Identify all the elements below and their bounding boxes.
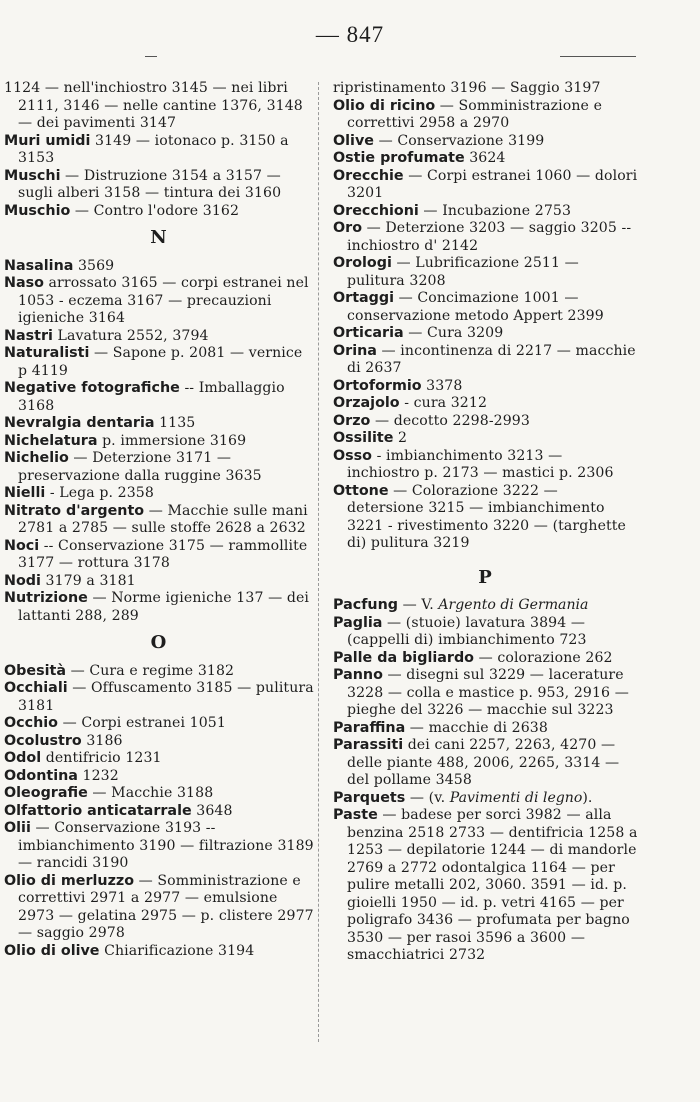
index-term: Ocolustro [4,732,82,749]
index-entry [333,483,638,553]
index-references: arrossato 3165 — corpi estranei nel 1053 - eczema 3167 — precauzioni igieniche 3164 [18,275,309,326]
index-references: 3186 [81,732,123,749]
index-term: Orzajolo [333,395,400,411]
section-heading-p: P [478,566,493,588]
index-cross-reference: Argento di Germania [438,597,589,613]
index-references: -- Imballaggio 3168 [18,380,285,414]
index-references: — Somministrazione e correttivi 2971 a 2977 — emulsione 2973 — gelatina 2975 — p. clistere 2977 — saggio 2978 [18,872,314,941]
index-term: Orecchie [333,167,404,184]
index-entry [4,450,314,485]
index-references: 3179 a 3181 [40,572,136,589]
index-entry [333,203,638,221]
index-entry [333,737,638,790]
index-entry [333,168,638,203]
index-references: -- Conservazione 3175 — rammollite 3177 — rottura 3178 [18,537,308,571]
index-references: Chiarificazione 3194 [99,942,255,959]
index-references: 3378 [421,377,463,394]
index-entry [4,573,314,591]
index-entry [4,503,314,538]
section-heading-o: O [150,632,168,653]
index-term: Nichelio [4,450,69,466]
index-references: — Conservazione 3193 -- imbianchimento 3190 — filtrazione 3189 — rancidi 3190 [18,820,314,871]
index-cross-reference-end: ). [582,789,593,806]
index-references: — Corpi estranei 1051 [58,715,226,731]
index-term: Orticaria [333,325,404,341]
index-references: - imbianchimento 3213 — inchiostro p. 2173 — mastici p. 2306 [347,447,614,481]
index-references: — Cura e regime 3182 [65,662,235,679]
index-entry [333,255,638,290]
index-references: — (v. [405,789,450,806]
index-entry [4,168,314,203]
index-references: dentifricio 1231 [41,750,162,766]
index-term: Nielli [4,485,46,501]
index-entry [333,325,638,343]
index-references: — Macchie sulle mani 2781 a 2785 — sulle stoffe 2628 a 2632 [18,502,308,536]
index-term: Paglia [333,614,383,631]
index-references: — Macchie 3188 [87,785,214,801]
index-references: 1124 — nell'inchiostro 3145 — nei libri 2111, 3146 — nelle cantine 1376, 3148 — dei pavimenti 3147 [4,80,303,131]
index-term: Palle da bigliardo [333,649,475,666]
index-entry [4,590,314,625]
index-entry [4,485,314,503]
index-term: Olfattorio anticatarrale [4,802,192,819]
index-references: — macchie di 2638 [405,719,548,736]
index-references: ripristinamento 3196 — Saggio 3197 [333,80,601,96]
index-entry [333,790,638,808]
index-term: Olio di merluzzo [4,872,135,889]
index-references: Lavatura 2552, 3794 [52,327,209,344]
index-references: — Deterzione 3203 — saggio 3205 -- inchiostro d' 2142 [347,220,632,254]
index-references: — Sapone p. 2081 — vernice p 4119 [18,345,303,379]
left-column [4,80,314,960]
index-term: Paste [333,807,378,823]
index-references: — colorazione 262 [474,649,613,666]
index-entry [4,680,314,715]
index-references: — incontinenza di 2217 — macchie di 2637 [347,342,636,376]
index-cross-reference: Pavimenti di legno [449,789,583,806]
index-entry [4,415,314,433]
index-term: Ostie profumate [333,150,465,166]
index-entry [4,768,314,786]
index-term: Orina [333,342,377,359]
index-entry [333,615,638,650]
index-entry [4,750,314,768]
index-entry [4,80,314,133]
index-references: - cura 3212 [399,395,488,411]
index-entry [333,150,638,168]
index-entry [333,667,638,720]
index-term: Noci [4,537,40,554]
index-references: 3569 [73,257,115,274]
page-number: — 847 [315,22,385,47]
index-term: Olio di olive [4,942,100,959]
index-references: — Lubrificazione 2511 — pulitura 3208 [347,255,579,289]
index-entry [333,430,638,448]
index-term: Occhio [4,715,59,731]
index-entry [333,807,638,965]
index-references: — Corpi estranei 1060 — dolori 3201 [347,167,638,201]
index-references: - Lega p. 2358 [45,485,154,501]
index-entry [333,220,638,255]
index-references: — Norme igieniche 137 — dei lattanti 288, 289 [18,590,310,624]
index-term: Nitrato d'argento [4,502,145,519]
index-references: — Concimazione 1001 — conservazione metodo Appert 2399 [347,290,604,324]
index-entry [4,803,314,821]
index-references: — Offuscamento 3185 — pulitura 3181 [18,680,314,714]
index-entry [333,650,638,668]
index-entry [333,597,638,615]
index-references: — decotto 2298-2993 [370,412,530,429]
index-references: — Somministrazione e correttivi 2958 a 2970 [347,97,603,131]
index-term: Nodi [4,572,41,589]
index-term: Panno [333,667,383,683]
index-references: — badese per sorci 3982 — alla benzina 2518 2733 — dentifricia 1258 a 1253 — depilatorie 1244 — di mandorle 2769 a 2772 odontalgica 1164 — per pulire metalli 202, 3060. 3591 — id. p. gioielli 1950 — id. p. vetri 4165 — per poligrafo 3436 — profumata per bagno 3530 — per rasoi 3596 a 3600 — smacchiatrici 2732 [347,807,638,963]
header-rule-left [145,56,157,57]
index-entry [333,133,638,151]
index-references: — Cura 3209 [403,325,504,341]
index-entry [333,98,638,133]
index-term: Muschio [4,202,71,219]
index-term: Ottone [333,482,389,499]
index-term: Paraffina [333,719,406,736]
index-term: Ossilite [333,430,394,446]
index-references: 3624 [464,150,506,166]
index-entry [4,275,314,328]
index-references: — Distruzione 3154 a 3157 — sugli alberi 3158 — tintura dei 3160 [18,167,282,201]
index-term: Pacfung [333,597,399,613]
index-entry [333,448,638,483]
index-term: Negative fotografiche [4,380,180,396]
index-references: dei cani 2257, 2263, 4270 — delle piante 488, 2006, 2265, 3314 — del pollame 3458 [347,737,620,788]
index-term: Odol [4,750,42,766]
index-entry [4,873,314,943]
index-entry [4,733,314,751]
index-entry [333,413,638,431]
index-references: — Incubazione 2753 [418,202,572,219]
index-references: 2 [393,430,408,446]
index-entry [4,328,314,346]
index-entry [4,820,314,873]
index-term: Ortaggi [333,290,395,306]
index-entry [333,720,638,738]
index-entry [4,663,314,681]
right-column [333,80,638,965]
index-term: Olii [4,820,31,836]
index-references: — disegni sul 3229 — lacerature 3228 — colla e mastice p. 953, 2916 — pieghe del 3226 — macchie sul 3223 [347,667,629,718]
index-entry [333,290,638,325]
index-term: Osso [333,447,372,464]
index-references: 1232 [77,767,119,784]
index-entry [333,80,638,98]
index-references: — (stuoie) lavatura 3894 — (cappelli di) imbianchimento 723 [347,614,587,648]
index-entry [4,345,314,380]
index-entry [333,378,638,396]
index-term: Nichelatura [4,432,98,449]
index-entry [4,203,314,221]
index-references: p. immersione 3169 [97,432,247,449]
index-entry [333,343,638,378]
index-term: Orologi [333,255,392,271]
index-entry [4,433,314,451]
index-entry [4,943,314,961]
index-term: Odontina [4,767,78,784]
index-term: Muri umidi [4,132,91,149]
index-references: — Contro l'odore 3162 [70,202,240,219]
index-references: — Deterzione 3171 — preservazione dalla ruggine 3635 [18,450,262,484]
index-entry [4,133,314,168]
index-term: Oleografie [4,785,88,801]
index-entry [333,395,638,413]
index-references: — Colorazione 3222 — detersione 3215 — imbianchimento 3221 - rivestimento 3220 — (targhette di) pulitura 3219 [347,482,626,551]
index-entry [4,785,314,803]
index-entry [4,538,314,573]
column-divider [318,82,319,1042]
index-references: 3149 — iotonaco p. 3150 a 3153 [18,132,289,166]
section-heading-n: N [150,227,168,248]
index-term: Olive [333,132,374,149]
index-term: Nutrizione [4,590,88,606]
header-rule-right [560,56,636,57]
index-term: Nevralgia dentaria [4,415,155,431]
index-term: Muschi [4,167,61,184]
index-term: Naso [4,275,44,291]
index-references: 1135 [154,415,196,431]
index-term: Obesità [4,662,66,679]
index-term: Ortoformio [333,377,422,394]
index-term: Occhiali [4,680,68,696]
index-entry [4,258,314,276]
index-term: Nastri [4,327,53,344]
index-term: Orzo [333,412,371,429]
index-references: — V. [398,597,439,613]
index-references: — Conservazione 3199 [373,132,545,149]
index-term: Naturalisti [4,345,90,361]
index-term: Nasalina [4,257,74,274]
index-term: Oro [333,220,363,236]
index-entry [4,715,314,733]
index-entry [4,380,314,415]
index-references: 3648 [191,802,233,819]
index-term: Orecchioni [333,202,419,219]
index-term: Parassiti [333,737,404,753]
index-term: Parquets [333,789,406,806]
index-term: Olio di ricino [333,97,436,114]
